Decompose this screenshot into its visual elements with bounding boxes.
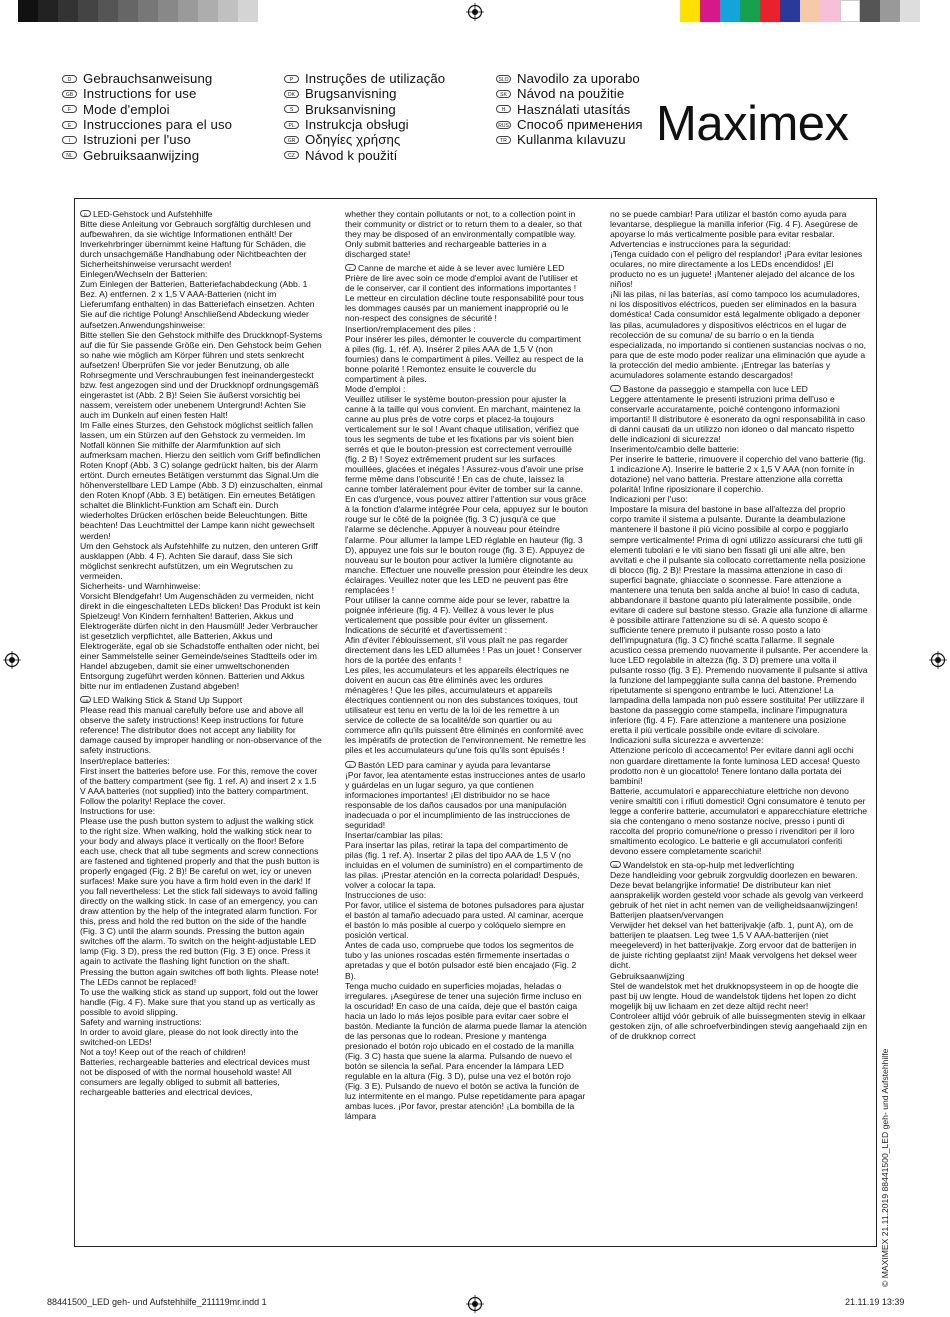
language-code-badge: E bbox=[62, 121, 77, 129]
section-heading bbox=[345, 760, 588, 770]
section-language-badge: NL bbox=[610, 861, 621, 868]
language-code-badge: PL bbox=[284, 121, 299, 129]
section-heading bbox=[80, 209, 323, 219]
language-item bbox=[496, 71, 643, 86]
color-swatch-strip-left bbox=[18, 0, 258, 22]
color-swatch bbox=[118, 0, 138, 22]
color-swatch bbox=[18, 0, 38, 22]
language-label: Instrucciones para el uso bbox=[83, 117, 233, 133]
color-swatch bbox=[58, 0, 78, 22]
color-swatch bbox=[860, 0, 880, 22]
language-label: Способ применения bbox=[517, 117, 643, 133]
language-item bbox=[284, 71, 445, 86]
brand-logo: Maximex bbox=[656, 97, 849, 151]
language-label: Használati utasítás bbox=[517, 101, 631, 117]
language-label: Brugsanvisning bbox=[305, 86, 397, 102]
language-code-badge: DK bbox=[284, 90, 299, 98]
language-item bbox=[62, 86, 232, 101]
language-label: Instructions for use bbox=[83, 86, 197, 102]
language-code-badge: H bbox=[496, 105, 511, 113]
color-swatch bbox=[178, 0, 198, 22]
language-item bbox=[496, 117, 643, 132]
color-swatch bbox=[158, 0, 178, 22]
language-label: Kullanma kılavuzu bbox=[517, 132, 626, 148]
language-code-badge: SK bbox=[496, 90, 511, 98]
language-label: Bruksanvisning bbox=[305, 101, 396, 117]
color-swatch bbox=[840, 0, 860, 22]
language-code-badge: TR bbox=[496, 136, 511, 144]
language-item bbox=[62, 132, 232, 147]
language-code-badge: CZ bbox=[284, 151, 299, 159]
text-column-1 bbox=[80, 209, 323, 1101]
color-swatch bbox=[760, 0, 780, 22]
language-code-badge: F bbox=[62, 105, 77, 113]
language-item bbox=[62, 117, 232, 132]
section-body: Leggere attentamente le presenti istruzioni prima dell'uso e conservarle accuratamente, poiché contengono informazioni importanti! Il distributore è esonerato da ogni responsabilità in caso di danni causati da un utilizzo non idoneo o dal mancato rispetto delle indicazioni di sicurezza! Inserimento/cambio delle batterie: Per inserire le batterie, rimuovere il coperchio del vano batterie (fig. 1 indicazione A). Inserire le batterie 2 x 1,5 V AAA (non fornite in dotazione) nel vano batteria. Prestare attenzione alla corretta polarità! Infine riposizionare il coperchio. Indicazioni per l'uso: Impostare la misura del bastone in base all'altezza del proprio corpo tramite il sistema a pulsante. Durante la deambulazione mantenere il bastone il più vicino possibile al corpo e poggiarlo sempre verticalmente! Prima di ogni utilizzo assicurarsi che tutti gli elementi tubolari e le viti siano ben fissati gli uni alle altre, ben avvitati e che il pulsante sia collocato correttamente nella posizione di blocco (fig. 2 B)! Prestare la massima attenzione in caso di superfici bagnate, ghiacciate o sconnesse. Fare attenzione a mantenere una tenuta ben salda anche al buio! In caso di caduta, abbandonare il bastone quanto più lateralmente possibile, onde evitare di cadere sul bastone stesso. Grazie alla funzione di allarme è possibile attirare l'attenzione su di sé. A questo scopo è sufficiente tenere premuto il pulsante rosso posto a lato dell'impugnatura (fig. 3 C) finché scatta l'allarme. Il segnale acustico cessa premendo nuovamente il pulsante. Per accendere la luce LED regolabile in altezza (fig. 3 D) premere una volta il pulsante rosso (fig. 3 E). Premendo nuovamente il pulsante si attiva la funzione del lampeggiante sulla canna del bastone. Premendo ripetutamente si spengono entrambe le luci. Attenzione! La lampadina della lampada non può essere sostituita! Per utilizzare il bastone da passeggio come stampella, inclinare l'impugnatura inferiore (fig. 4 F). Fare attenzione a mantenere una posizione eretta il più verticale possibile onde evitare di scivolare. Indicazioni sulla sicurezza e avvertenze: Attenzione pericolo di accecamento! Per evitare danni agli occhi non guardare direttamente la fonte luminosa LED accesa! Questo prodotto non è un giocattolo! Tenere lontano dalla portata dei bambini! Batterie, accumulatori e apparecchiature elettriche non devono venire smaltiti con i rifiuti domestici! Ogni consumatore è tenuto per legge a conferire batterie, accumulatori e apparecchiature elettriche sia che contengano o meno sostanze nocive, presso i punti di raccolta del proprio comune/rione o presso i rivenditori per il loro smaltimento ecologico. Le batterie e gli accumulatori conferiti devono essere completamente scarichi! bbox=[610, 393, 868, 856]
section-heading bbox=[80, 695, 323, 705]
language-code-badge: RUS bbox=[496, 121, 511, 129]
language-item bbox=[284, 147, 445, 162]
registration-mark-bottom-icon bbox=[466, 1295, 484, 1313]
side-imprint: © MAXIMEX 21.11.2019 88441500_LED geh- und Aufstehhilfe bbox=[880, 1048, 890, 1287]
section-body: ¡Por favor, lea atentamente estas instrucciones antes de usarlo y guárdelas en un lugar seguro, ya que contienen informaciones importantes! ¡El distribuidor no se hace responsable de los daños causados por una manipulación inadecuada o por el incumplimiento de las instrucciones de seguridad! Insertar/cambiar las pilas: Para insertar las pilas, retirar la tapa del compartimento de pilas (fig. 1 ref. A). Insertar 2 pilas del tipo AAA de 1,5 V (no incluidas en el volumen de suministro) en el compartimento de las pilas. ¡Prestar atención en la correcta polaridad! Después, volver a colocar la tapa. Instrucciones de uso: Por favor, utilice el sistema de botones pulsadores para ajustar el bastón al tamaño adecuado para usted. Al caminar, acerque el bastón lo más posible al cuerpo y colóquelo siempre en posición vertical. Antes de cada uso, compruebe que todos los segmentos de tubo y las uniones roscadas estén firmemente insertadas o apretadas y que el botón pulsador esté bien encajado (Fig. 2 B). Tenga mucho cuidado en superficies mojadas, heladas o irregulares. ¡Asegúrese de tener una sujeción firme incluso en la oscuridad! En caso de una caída, deje que el bastón caiga hacia un lado lo más lejos posible para evitar caer sobre el bastón. Mediante la función de alarma puede llamar la atención de las personas que lo rodean. Presione y mantenga presionado el botón rojo ubicado en el costado de la manilla (Fig. 3 C) hasta que suene la alarma. Pulsando de nuevo el botón se silencia la señal. Para encender la lámpara LED regulable en la altura (Fig. 3 D), pulse una vez el botón rojo (Fig. 3 E). Pulsando de nuevo el botón se activa la función de luz intermitente en el mango. Pulse repetidamente para apagar ambas luces. ¡Por favor, prestar atención! ¡La bombilla de la lámpara bbox=[345, 769, 587, 1122]
language-list-col1 bbox=[62, 71, 232, 163]
language-code-badge: P bbox=[284, 75, 299, 83]
color-swatch bbox=[780, 0, 800, 22]
section-dutch bbox=[610, 860, 868, 1041]
text-column-3 bbox=[610, 209, 868, 1045]
text-column-2 bbox=[345, 209, 588, 1125]
section-body: Deze handleiding voor gebruik zorgvuldig doorlezen en bewaren. Deze bevat belangrijke informatie! De distributeur kan niet aansprakelijk worden gesteld voor schade als gevolg van verkeerd gebruik of het niet in acht nemen van de veiligheidsaanwijzingen! Batterijen plaatsen/vervangen Verwijder het deksel van het batterijvakje (afb. 1, punt A), om de batterijen te plaatsen. Leg twee 1,5 V AAA-batterijen (niet meegeleverd) in het batterijvakje. Zorg ervoor dat de batterijen in de juiste richting geplaatst zijn! Maak vervolgens het deksel weer dicht. Gebruiksaanwijzing Stel de wandelstok met het drukknopsysteem in op de hoogte die past bij uw lengte. Houd de wandelstok tijdens het lopen zo dicht mogelijk bij uw lichaam en zet deze altijd recht neer! Controleer altijd vóór gebruik of alle buissegmenten stevig in elkaar gestoken zijn, of alle schroefverbindingen stevig aangehaald zijn en of de drukknop correct bbox=[610, 870, 868, 1041]
footer-timestamp: 21.11.19 13:39 bbox=[845, 1297, 905, 1307]
section-heading-text: LED-Gehstock und Aufstehhilfe bbox=[93, 209, 213, 219]
section-english-continued bbox=[345, 209, 588, 259]
language-item bbox=[62, 71, 232, 86]
registration-mark-left-icon bbox=[3, 651, 21, 669]
section-body: Prière de lire avec soin ce mode d'emploi avant de l'utiliser et de le conserver, car il contient des informations importantes ! Le metteur en circulation décline toute responsabilité pour tous les dommages causés par un maniement inapproprié ou le non-respect des consignes de sécurité ! Insertion/remplacement des piles : Pour insérer les piles, démonter le couvercle du compartiment à piles (fig. 1, réf. A). Insérer 2 piles AAA de 1,5 V (non fournies) dans le compartiment à piles. Veillez au respect de la bonne polarité ! Remontez ensuite le couvercle du compartiment à piles. Mode d'emploi : Veuillez utiliser le système bouton-pression pour ajuster la canne à la taille qui vous convient. En marchant, maintenez la canne au plus près de votre corps et placez-la toujours verticalement sur le sol ! Avant chaque utilisation, vérifiez que tous les segments de tube et les fixations par vis soient bien serrés et que le bouton-pression est correctement verrouillé (fig. 2 B) ! Soyez extrêmement prudent sur les surfaces mouillées, glacées et inégales ! Assurez-vous d'avoir une prise ferme même dans l'obscurité ! En cas de chute, laissez la canne tomber latéralement pour éviter de tomber sur la canne. En cas d'urgence, vous pouvez attirer l'attention sur vous grâce à la fonction d'alarme intégrée Pour cela, appuyez sur le bouton rouge sur le côté de la poignée (fig. 3 C) jusqu'à ce que l'alarme se déclenche. Appuyer à nouveau pour éteindre l'alarme. Pour allumer la lampe LED réglable en hauteur (fig. 3 D), appuyez une fois sur le bouton rouge (fig. 3 E). Appuyez de nouveau sur le bouton pour activer la lumière clignotante au manche. Effectuer une nouvelle pression pour éteindre les deux éclairages. Veuillez noter que les LED ne peuvent pas être remplacées ! Pour utiliser la canne comme aide pour se lever, rabattre la poignée inférieure (fig. 4 F). Veillez à vous lever le plus verticalement que possible pour éviter un glissement. Indications de sécurité et d'avertissement : Afin d'éviter l'éblouissement, s'il vous plaît ne pas regarder directement dans les LED allumées ! Pas un jouet ! Conserver hors de la portée des enfants ! Les piles, les accumulateurs et les appareils électriques ne doivent en aucun cas être éliminés avec les ordures ménagères ! Que les piles, accumulateurs et appareils électriques contiennent ou non des substances toxiques, tout utilisateur est tenu en vertu de la loi de les remettre à un service de collecte de sa localité/de son quartier ou au commerce afin qu'ils puissent être éliminés en conformité avec les impératifs de protection de l'environnement. Ne remettre les piles et les accumulateurs qu'une fois qu'ils sont épuisés ! bbox=[345, 273, 589, 756]
language-code-badge: SLO bbox=[496, 75, 511, 83]
language-item bbox=[284, 132, 445, 147]
language-code-badge: S bbox=[284, 105, 299, 113]
color-swatch bbox=[680, 0, 700, 22]
section-italian bbox=[610, 384, 868, 856]
registration-mark-top-icon bbox=[466, 3, 484, 21]
color-swatch bbox=[198, 0, 218, 22]
language-code-badge: GR bbox=[284, 136, 299, 144]
section-heading bbox=[610, 384, 868, 394]
color-swatch bbox=[700, 0, 720, 22]
section-german bbox=[80, 209, 323, 691]
section-heading-text: LED Walking Stick & Stand Up Support bbox=[93, 695, 243, 706]
color-swatch bbox=[218, 0, 238, 22]
language-item bbox=[284, 117, 445, 132]
language-code-badge: D bbox=[62, 75, 77, 83]
language-label: Návod na použitie bbox=[517, 86, 625, 102]
language-list-col3 bbox=[496, 71, 643, 147]
language-item bbox=[284, 86, 445, 101]
color-swatch bbox=[820, 0, 840, 22]
language-item bbox=[496, 86, 643, 101]
section-heading-text: Bastón LED para caminar y ayuda para levantarse bbox=[358, 759, 551, 770]
section-spanish-continued bbox=[610, 209, 868, 380]
section-language-badge: F bbox=[345, 264, 356, 271]
language-label: Návod k použití bbox=[305, 147, 398, 163]
registration-mark-right-icon bbox=[929, 651, 947, 669]
section-body: whether they contain pollutants or not, to a collection point in their community or district or to return them to a dealer, so that they may be disposed of an environmentally compatible way. Only submit batteries and rechargeable batteries in a discharged state! bbox=[345, 209, 582, 260]
language-label: Navodilo za uporabo bbox=[517, 71, 640, 87]
language-item bbox=[496, 102, 643, 117]
language-label: Instrukcja obsługi bbox=[305, 117, 409, 133]
section-english bbox=[80, 695, 323, 1097]
section-body: Bitte diese Anleitung vor Gebrauch sorgfältig durchlesen und aufbewahren, da sie wichtige Informationen enthält! Der Inverkehrbringer übernimmt keine Haftung für Schäden, die durch unsachgemäße Handhabung oder Nichtbeachten der Sicherheitshinweise verursacht werden! Einlegen/Wechseln der Batterien: Zum Einlegen der Batterien, Batteriefachabdeckung (Abb. 1 Bez. A) entfernen. 2 x 1,5 V AAA-Batterien (nicht im Lieferumfang enthalten) in das Batteriefach einsetzen. Achten Sie auf die richtige Polung! Anschließend Abdeckung wieder aufsetzen.Anwendungshinweise: Bitte stellen Sie den Gehstock mithilfe des Druckknopf-Systems auf die für Sie passende Größe ein. Den Gehstock beim Gehen so nahe wie möglich am Körper führen und stets senkrecht aufsetzen! Überprüfen Sie vor jeder Benutzung, ob alle Rohrsegmente und Verschraubungen fest ineinandergesteckt bzw. fest angezogen sind und der Druckknopf ordnungsgemäß eingerastet ist (Abb. 2 B)! Seien Sie äußerst vorsichtig bei nassem, vereistem oder unebenem Untergrund! Achten Sie auch im Dunkeln auf einen festen Halt! Im Falle eines Sturzes, den Gehstock möglichst seitlich fallen lassen, um ein Stürzen auf den Gehstock zu vermeiden. Im Notfall können Sie mithilfe der Alarmfunktion auf sich aufmerksam machen. Hierzu den seitlich vom Griff befindlichen Roten Knopf (Abb. 3 C) solange gedrückt halten, bis der Alarm ertönt. Durch erneutes Betätigen verstummt das Signal.Um die höhenverstellbare LED Lampe (Abb. 3 D) einzuschalten, einmal den Roten Knopf (Abb. 3 E) betätigen. Ein erneutes Betätigen schaltet die Blinklicht-Funktion am Schaft ein. Durch wiederholtes Drücken erlöschen beide Beleuchtungen. Bitte beachten! Das Leuchtmittel der Lampe kann nicht gewechselt werden! Um den Gehstock als Aufstehhilfe zu nutzen, den unteren Griff ausklappen (Abb. 4 F). Achten Sie darauf, dass Sie sich möglichst senkrecht aufstützen, um ein Wegrutschen zu vermeiden. Sicherheits- und Warnhinweise: Vorsicht Blendgefahr! Um Augenschäden zu vermeiden, nicht direkt in die eingeschalteten LEDs blicken! Das Produkt ist kein Spielzeug! Von Kindern fernhalten! Batterien, Akkus und Elektrogeräte dürfen nicht in den Hausmüll! Jeder Verbraucher ist gesetzlich verpflichtet, alle Batterien, Akkus und Elektrogeräte, egal ob sie Schadstoffe enthalten oder nicht, bei einer Sammelstelle seiner Gemeinde/seines Stadtteils oder im Handel abzugeben, damit sie einer umweltschonenden Entsorgung zugeführt werden können. Batterien und Akkus bitte nur im entladenen Zustand abgeben! bbox=[80, 219, 323, 692]
color-swatch bbox=[38, 0, 58, 22]
section-language-badge: I bbox=[610, 385, 621, 392]
section-body: Please read this manual carefully before use and above all observe the safety instructions! Keep instructions for future reference! The distributor does not accept any liability for damage caused by improper handling or non-observance of the safety instructions. Insert/replace batteries: First insert the batteries before use. For this, remove the cover of the battery compartment (see fig. 1 ref. A) and insert 2 x 1.5 V AAA batteries (not supplied) into the battery compartment. Follow the polarity! Replace the cover. Instructions for use: Please use the push button system to adjust the walking stick to the right size. When walking, hold the walking stick near to your body and always place it vertically on the floor! Before each use, check that all tube segments and screw connections are fastened and tightened properly and that the push button is properly engaged (Fig. 2 B)! Be careful on wet, icy or uneven surfaces! Make sure you have a firm hold even in the dark! If you fall nevertheless: Let the stick fall sideways to avoid falling directly on the walking stick. In case of an emergency, you can draw attention by the help of the integrated alarm function. For this, press and hold the red button on the side of the handle (Fig. 3 C) until the alarm sounds. Pressing the button again switches off the alarm. To switch on the height-adjustable LED lamp (Fig. 3 D), press the red button (Fig. 3 E) once. Press it again to activate the flashing light function on the shaft. Pressing the button again switches off both lights. Please note! The LEDs cannot be replaced! To use the walking stick as stand up support, fold out the lower handle (Fig. 4 F). Make sure that you stand up as vertically as possible to avoid slipping. Safety and warning instructions: In order to avoid glare, please do not look directly into the switched-on LEDs! Not a toy! Keep out of the reach of children! Batteries, rechargeable batteries and electrical devices must not be disposed of with the normal household waste! All consumers are legally obliged to submit all batteries, rechargeable batteries and electrical devices, bbox=[80, 705, 322, 1098]
color-swatch bbox=[138, 0, 158, 22]
language-label: Mode d'emploi bbox=[83, 101, 170, 117]
language-item bbox=[496, 132, 643, 147]
color-swatch bbox=[800, 0, 820, 22]
color-swatch bbox=[98, 0, 118, 22]
section-heading-text: Bastone da passeggio e stampella con luce LED bbox=[623, 383, 808, 394]
language-item bbox=[62, 102, 232, 117]
language-label: Instruções de utilização bbox=[305, 71, 446, 87]
color-swatch bbox=[900, 0, 920, 22]
section-language-badge: E bbox=[345, 761, 356, 768]
language-label: Istruzioni per l'uso bbox=[83, 132, 191, 148]
color-swatch bbox=[238, 0, 258, 22]
section-heading-text: Canne de marche et aide à se lever avec lumière LED bbox=[358, 263, 565, 274]
section-language-badge: D bbox=[80, 210, 91, 217]
color-swatch bbox=[78, 0, 98, 22]
section-heading bbox=[610, 860, 868, 870]
section-body: no se puede cambiar! Para utilizar el bastón como ayuda para levantarse, despliegue la manilla inferior (Fig. 4 F). Asegúrese de apoyarse lo más verticalmente posible para evitar resbalar. Advertencias e instrucciones para la seguridad: ¡Tenga cuidado con el peligro del resplandor! ¡Para evitar lesiones oculares, no mire directamente a los LEDs encendidos! ¡El producto no es un juguete! ¡Mantener alejado del alcance de los niños! ¡Ni las pilas, ni las baterías, así como tampoco los acumuladores, ni los dispositivos eléctricos, pueden ser eliminados en la basura doméstica! Cada consumidor está legalmente obligado a deponer las pilas, acumuladores y dispositivos eléctricos en el lugar de recolección de su comuna/ de su barrio o en la tienda especializada, no importando si contienen sustancias nocivas o no, para que de este modo poder realizar una eliminación que ayude a la protección del medio ambiente. ¡Entregar las baterías y acumuladores solamente estando descargados! bbox=[610, 209, 867, 380]
language-label: Gebruiksaanwijzing bbox=[83, 147, 200, 163]
language-code-badge: NL bbox=[62, 151, 77, 159]
language-code-badge: I bbox=[62, 136, 77, 144]
color-swatch bbox=[740, 0, 760, 22]
language-list-col2 bbox=[284, 71, 445, 163]
language-label: Gebrauchsanweisung bbox=[83, 71, 213, 87]
footer-filename: 88441500_LED geh- und Aufstehhilfe_211119mr.indd 1 bbox=[47, 1297, 267, 1307]
section-heading-text: Wandelstok en sta-op-hulp met ledverlichting bbox=[623, 860, 795, 870]
language-code-badge: GB bbox=[62, 90, 77, 98]
language-item bbox=[62, 147, 232, 162]
section-spanish bbox=[345, 760, 588, 1122]
color-swatch-strip-right bbox=[680, 0, 920, 22]
language-item bbox=[284, 102, 445, 117]
language-label: Οδηγίες χρήσης bbox=[305, 132, 401, 148]
section-heading bbox=[345, 263, 588, 273]
color-swatch bbox=[720, 0, 740, 22]
color-swatch bbox=[880, 0, 900, 22]
section-french bbox=[345, 263, 588, 755]
section-language-badge: GB bbox=[80, 696, 91, 703]
